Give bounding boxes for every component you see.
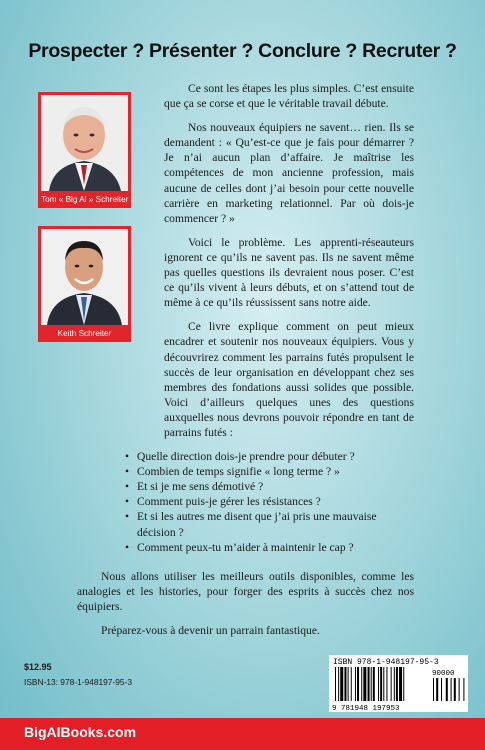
barcode-bar [363, 667, 366, 701]
barcode-bar [338, 667, 339, 701]
paragraph-4 [87, 319, 414, 440]
barcode-bar [386, 667, 387, 701]
headline: Prospecter ? Présenter ? Conclure ? Recruter ? [28, 40, 457, 62]
questions-list [87, 449, 414, 555]
barcode-bar [383, 667, 384, 701]
paragraph-1: Ce sont les étapes les plus simples. C’est ensuite que ça se corse et que le véritable travail débute. [164, 82, 414, 111]
barcode-bar [403, 667, 404, 701]
barcode-bar [335, 667, 336, 701]
footer-bar [0, 718, 485, 750]
list-item: • Et si je me sens démotivé ? [125, 479, 414, 494]
paragraph-2: Nos nouveaux équipiers ne savent… rien. Ils se demandent : « Qu’est-ce que je fais pour démarrer ? Je n’ai aucun plan d’affaire. Je maîtrise les compétences de mon ancienne profession, mais aucune de celles dont j’ai besoin pour cette nouvelle carrière en marketing relationnel. Par où dois-je commencer ? » [164, 121, 414, 225]
barcode-addon-text: 90000 [432, 670, 455, 678]
list-item: • Comment peux-tu m’aider à maintenir le cap ? [125, 540, 414, 555]
barcode-addon-bar [451, 678, 452, 701]
list-item: • Comment puis-je gérer les résistances ? [125, 494, 414, 509]
barcode-bar [340, 667, 343, 701]
barcode-addon-bar [454, 678, 456, 701]
list-item: • Quelle direction dois-je prendre pour débuter ? [125, 449, 414, 464]
barcode-addon-bar [433, 678, 434, 701]
photo-caption-keith: Keith Schreiter [57, 329, 112, 338]
list-item: • Et si les autres me disent que j’ai pris une mauvaise décision ? [125, 509, 414, 539]
isbn-text: ISBN-13: 978-1-948197-95-3 [24, 677, 133, 687]
barcode-bar [344, 667, 346, 701]
barcode-addon-bar [459, 678, 460, 701]
barcode-bar [348, 667, 349, 701]
barcode-bar [394, 667, 395, 701]
list-item: • Combien de temps signifie « long terme ? » [125, 464, 414, 479]
price: $12.95 [24, 662, 52, 672]
barcode-bar [373, 667, 375, 701]
barcode-top-text: ISBN 978-1-948197-95-3 [333, 658, 439, 667]
website-link[interactable]: BigAlBooks.com [24, 724, 137, 740]
barcode-bar [351, 667, 352, 701]
paragraph-4-text: Ce livre explique comment on peut mieux encadrer et soutenir nos nouveaux équipiers. Vous y découvrirez comment les parrains futés propulsent le succès de leur organisation en développant chez ses membres des fondations aussi solides que possible. Voici d’ailleurs quelques unes des questions auxquelles nous devrons pouvoir répondre en tant de parrains futés : [164, 320, 414, 439]
barcode-bar [368, 667, 370, 701]
closing-paragraph-1: Nous allons utiliser les meilleurs outils disponibles, comme les analogies et les histories, pour forger des esprits à succès chez nos équipiers. [77, 569, 414, 613]
barcode-addon-bar [436, 678, 438, 701]
barcode-bar [380, 667, 382, 701]
barcode-bottom-text: 9 781948 197953 [332, 705, 400, 712]
barcode-bar [396, 667, 398, 701]
barcode-addon-bar [441, 678, 442, 701]
photo-caption-tom: Tom « Big Al » Schreiter [41, 195, 129, 204]
barcode-bar [399, 667, 402, 701]
barcode-graphic [329, 655, 468, 712]
paragraph-3: Voici le problème. Les apprenti-réseauteurs ignorent ce qu’ils ne savent pas. Ils ne savent même pas quelles questions ils devraient nous poser. C’est ce qu’ils vivent à leurs débuts, et on s’attend tout de même à ce qu’ils réussissent sans notre aide. [164, 235, 414, 310]
closing-paragraph-2: Préparez-vous à devenir un parrain fantastique. [101, 624, 320, 637]
isbn-barcode [329, 655, 468, 712]
barcode-bar [391, 667, 392, 701]
barcode-bar [355, 667, 356, 701]
barcode-bar [378, 667, 379, 701]
barcode-bar [361, 667, 362, 701]
barcode-addon-bar [463, 678, 464, 701]
barcode-bar [357, 667, 359, 701]
barcode-addon-bar [446, 678, 448, 701]
barcode-bar [371, 667, 372, 701]
